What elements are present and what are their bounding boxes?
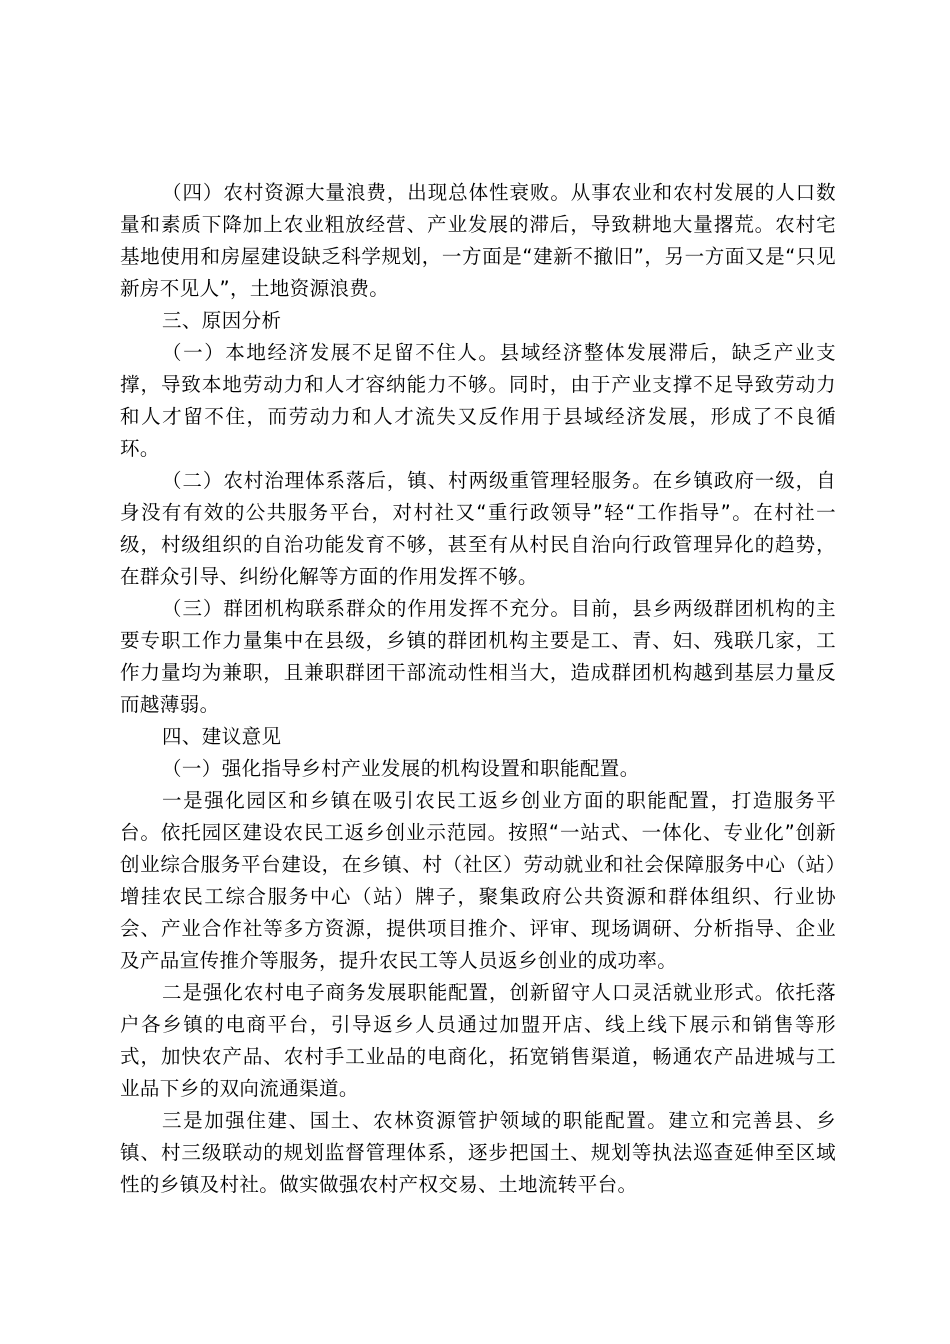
document-page: [120, 177, 836, 1201]
section-heading-suggestions: 四、建议意见: [162, 725, 282, 748]
paragraph-rural-governance: （二）农村治理体系落后，镇、村两级重管理轻服务。在乡镇政府一级，自身没有有效的公共服务平台，对村社又“重行政领导”轻“工作指导”。在村社一级，村级组织的自治功能发育不够，甚至有从村民自治向行政管理异化的趋势，在群众引导、纠纷化解等方面的作用发挥不够。: [120, 469, 836, 588]
paragraph-suggestion-land-resources: 三是加强住建、国土、农林资源管护领域的职能配置。建立和完善县、乡镇、村三级联动的规划监督管理体系，逐步把国土、规划等执法巡查延伸至区域性的乡镇及村社。做实做强农村产权交易、土地流转平台。: [120, 1109, 836, 1196]
paragraph-local-economy: （一）本地经济发展不足留不住人。县域经济整体发展滞后，缺乏产业支撑，导致本地劳动力和人才容纳能力不够。同时，由于产业支撑不足导致劳动力和人才留不住，而劳动力和人才流失又反作用于县域经济发展，形成了不良循环。: [120, 341, 836, 460]
paragraph-suggestion-ecommerce: 二是强化农村电子商务发展职能配置，创新留守人口灵活就业形式。依托落户各乡镇的电商平台，引导返乡人员通过加盟开店、线上线下展示和销售等形式，加快农产品、农村手工业品的电商化，拓宽销售渠道，畅通农产品进城与工业品下乡的双向流通渠道。: [120, 981, 836, 1100]
section-heading-cause-analysis: 三、原因分析: [162, 309, 282, 332]
paragraph-suggestion-parks-towns: 一是强化园区和乡镇在吸引农民工返乡创业方面的职能配置，打造服务平台。依托园区建设农民工返乡创业示范园。按照“一站式、一体化、专业化”创新创业综合服务平台建设，在乡镇、村（社区）劳动就业和社会保障服务中心（站）增挂农民工综合服务中心（站）牌子，聚集政府公共资源和群体组织、行业协会、产业合作社等多方资源，提供项目推介、评审、现场调研、分析指导、企业及产品宣传推介等服务，提升农民工等人员返乡创业的成功率。: [120, 789, 836, 972]
paragraph-suggestion-one-title: （一）强化指导乡村产业发展的机构设置和职能配置。: [162, 757, 640, 780]
paragraph-mass-organizations: （三）群团机构联系群众的作用发挥不充分。目前，县乡两级群团机构的主要专职工作力量集中在县级，乡镇的群团机构主要是工、青、妇、残联几家，工作力量均为兼职，且兼职群团干部流动性相当大，造成群团机构越到基层力量反而越薄弱。: [120, 597, 836, 716]
paragraph-rural-resource-waste: （四）农村资源大量浪费，出现总体性衰败。从事农业和农村发展的人口数量和素质下降加上农业粗放经营、产业发展的滞后，导致耕地大量撂荒。农村宅基地使用和房屋建设缺乏科学规划，一方面是“建新不撤旧”，另一方面又是“只见新房不见人”，土地资源浪费。: [120, 181, 836, 300]
